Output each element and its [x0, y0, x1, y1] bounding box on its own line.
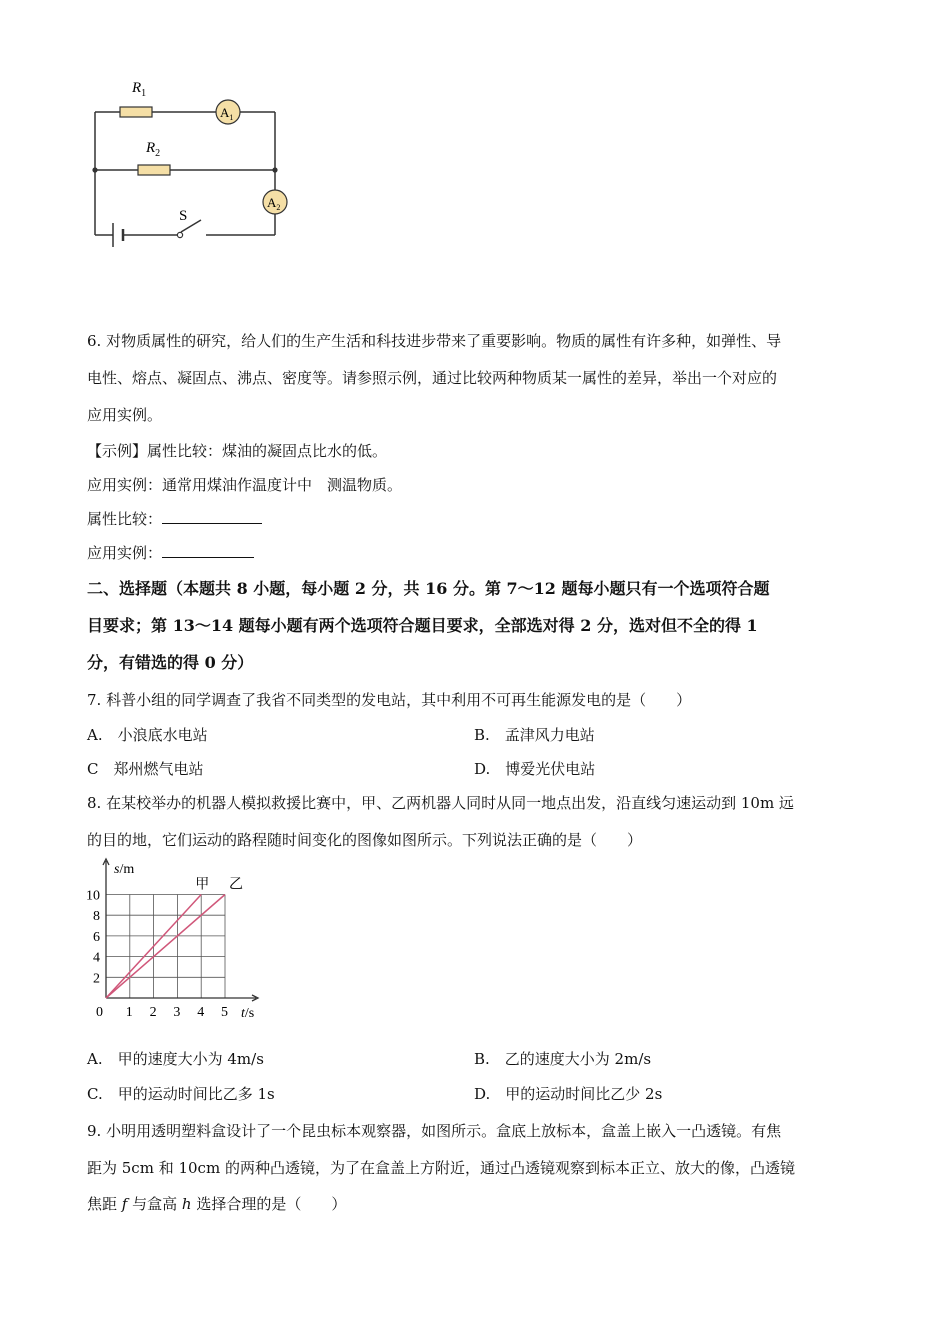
x-tick-label: 5 [221, 1005, 228, 1020]
q6-line2: 电性、熔点、凝固点、沸点、密度等。请参照示例，通过比较两种物质某一属性的差异，举出一个对应的 [87, 369, 778, 387]
a1-label: $A_1$ [220, 105, 234, 122]
attribute-blank[interactable] [162, 509, 262, 524]
q6-application-answer [87, 543, 254, 563]
q8-option-b[interactable]: B. 乙的速度大小为 2m/s [474, 1050, 652, 1068]
q9-line2: 距为 5cm 和 10cm 的两种凸透镜，为了在盒盖上方附近，通过凸透镜观察到标本正立、放大的像，凸透镜 [87, 1159, 795, 1177]
y-axis-label: s/m [114, 862, 135, 877]
q6-example: 【示例】属性比较：煤油的凝固点比水的低。 [87, 442, 388, 460]
section2-line3: 分，有错选的得 0 分） [87, 653, 254, 672]
section2-line2: 目要求；第 13～14 题每小题有两个选项符合题目要求，全部选对得 2 分，选对但不全的得 1 [87, 616, 758, 635]
focal-length-symbol: f [121, 1195, 128, 1213]
q8-line1: 8. 在某校举办的机器人模拟救援比赛中，甲、乙两机器人同时从同一地点出发，沿直线匀速运动到 10m 远 [87, 794, 794, 812]
y-tick-label: 6 [93, 929, 100, 945]
q7-option-a[interactable]: A. 小浪底水电站 [87, 726, 208, 744]
q6-line3: 应用实例。 [87, 406, 163, 424]
x-axis-label: t/s [241, 1006, 255, 1021]
switch-contact [177, 232, 182, 237]
q8-option-a[interactable]: A. 甲的速度大小为 4m/s [87, 1050, 264, 1068]
x-tick-label: 4 [197, 1005, 205, 1020]
y-tick-label: 8 [93, 909, 100, 925]
a2-label: $A_2$ [267, 195, 281, 212]
q6-line1: 6. 对物质属性的研究，给人们的生产生活和科技进步带来了重要影响。物质的属性有许多种，如弹性、导 [87, 332, 782, 350]
q9-text-c: 选择合理的是（ ） [191, 1195, 347, 1213]
series-line-yi [106, 895, 225, 999]
y-tick-label: 2 [93, 971, 100, 987]
q7-option-b[interactable]: B. 孟津风力电站 [474, 726, 595, 744]
r2-label: $R_2$ [146, 140, 161, 159]
resistor-r1 [120, 107, 152, 117]
q9-text-b: 与盒高 [127, 1195, 182, 1213]
junction-left [92, 167, 97, 172]
r1-label: $R_1$ [132, 80, 147, 99]
q7-stem: 7. 科普小组的同学调查了我省不同类型的发电站，其中利用不可再生能源发电的是（ ） [87, 691, 692, 709]
q8-option-d[interactable]: D. 甲的运动时间比乙少 2s [474, 1085, 663, 1103]
switch-label: S [179, 208, 188, 224]
circuit-diagram [80, 70, 310, 260]
x-tick-label: 2 [149, 1005, 157, 1020]
series-label-yi: 乙 [229, 877, 243, 893]
q8-line2: 的目的地，它们运动的路程随时间变化的图像如图所示。下列说法正确的是（ ） [87, 831, 643, 849]
q9-text-a: 焦距 [87, 1195, 122, 1213]
q6-attribute-answer [87, 509, 262, 529]
q9-line1: 9. 小明用透明塑料盒设计了一个昆虫标本观察器，如图所示。盒底上放标本，盒盖上嵌入一凸透镜。有焦 [87, 1122, 782, 1140]
series-label-jia: 甲 [195, 877, 210, 893]
resistor-r2 [138, 165, 170, 175]
x-tick-label: 0 [96, 1005, 103, 1020]
x-tick-label: 3 [173, 1005, 181, 1020]
box-height-symbol: h [181, 1195, 192, 1213]
distance-time-chart [80, 855, 280, 1025]
q8-option-c[interactable]: C. 甲的运动时间比乙多 1s [87, 1085, 275, 1103]
x-tick-label: 1 [125, 1005, 133, 1020]
application-blank[interactable] [162, 543, 254, 558]
y-tick-label: 4 [93, 950, 100, 966]
junction-right [272, 167, 277, 172]
application-label: 应用实例： [87, 544, 163, 562]
q7-option-d[interactable]: D. 博爱光伏电站 [474, 760, 596, 778]
attribute-label: 属性比较： [87, 510, 163, 528]
q7-option-c[interactable]: C 郑州燃气电站 [87, 760, 204, 778]
y-tick-label: 10 [86, 888, 100, 904]
q9-line3 [87, 1194, 346, 1214]
q6-example-application: 应用实例：通常用煤油作温度计中 测温物质。 [87, 476, 403, 494]
section2-line1: 二、选择题（本题共 8 小题，每小题 2 分，共 16 分。第 7～12 题每小题只有一个选项符合题 [87, 579, 770, 598]
